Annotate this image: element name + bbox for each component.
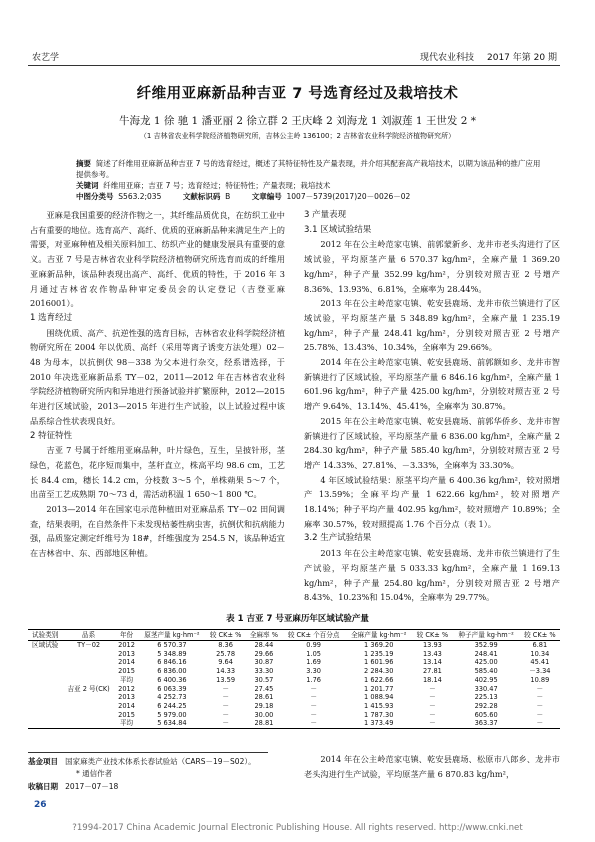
table-cell: 6 570.37 bbox=[157, 641, 187, 649]
table-cell: 352.99 bbox=[474, 641, 498, 649]
table-cell: 402.95 bbox=[474, 675, 498, 684]
regional-2013: 2013 年在公主岭范家屯镇、乾安县鹿场、龙井市依兰镇进行了区域试验，平均原茎产量 5 348.89 kg/hm²，全麻产量 1 235.19 kg/hm²，种子产量 248.41 kg/hm²，分别较对照吉亚 2 号增产 25.78%、13.43%、10.34%，全麻率为 29.66%。 bbox=[304, 298, 560, 353]
table-cell: 30.00 bbox=[254, 710, 274, 719]
table-cell: － bbox=[536, 693, 544, 702]
table-cell: － bbox=[536, 684, 544, 693]
table-cell: 6 063.39 bbox=[157, 684, 187, 693]
table-cell: － bbox=[222, 701, 229, 710]
table-cell: 30.57 bbox=[254, 675, 274, 684]
table-cell: － bbox=[310, 684, 317, 693]
table-cell: － bbox=[429, 710, 436, 719]
table-cell: － bbox=[310, 710, 317, 719]
table-cell bbox=[62, 711, 114, 720]
table-cell: － bbox=[222, 693, 229, 702]
table-cell bbox=[62, 667, 114, 676]
section-label: 农艺学 bbox=[32, 53, 60, 63]
field-survey-paragraph: 2013—2014 年在国家屯示范种植田对亚麻品系 TY－02 田间调查，结果表明，在自然条件下未发现枯萎性病虫害，抗倒伏和抗病能力强，品质鉴定测定纤维号为 18#，纤维强度为 254.5 N，该品种适宜在吉林省中、东、西部地区种植。 bbox=[30, 504, 285, 559]
heading-regional-trial: 3.1 区域试验结果 bbox=[304, 224, 372, 235]
table-cell: 585.40 bbox=[474, 667, 498, 676]
table-cell: － bbox=[310, 701, 317, 710]
table-row bbox=[28, 685, 560, 694]
table-cell: － bbox=[206, 719, 246, 728]
right-column bbox=[304, 208, 560, 605]
table-cell: 28.81 bbox=[246, 719, 282, 728]
doc-code-label: 文献标识码 bbox=[182, 192, 221, 201]
table-cell: 27.81 bbox=[422, 667, 442, 676]
table-cell bbox=[62, 693, 114, 702]
table-cell: 27.45 bbox=[254, 684, 274, 693]
intro-paragraph: 亚麻是我国重要的经济作物之一，其纤维品质优良，在纺织工业中占有重要的地位。选育高产、高纤、优质的亚麻新品种来满足生产上的需要，对亚麻种植及相关原料加工、纺织产业的健康发展具有重要的意义。吉亚 7 号是吉林省农业科学院经济植物研究所选育而成的纤维用亚麻新品种，该品种表现出高产、高纤、优质的特性，于 2016 年 3 月通过吉林省农作物品种审定委员会的认定登记（吉登亚麻 2016001）。 bbox=[30, 210, 285, 309]
table-cell: 2012 bbox=[118, 684, 135, 693]
table-cell: 2014 bbox=[118, 658, 135, 667]
table-header-cell: 较 CK± % bbox=[520, 630, 560, 641]
received-date bbox=[28, 781, 118, 792]
affiliation: （1 吉林省农业科学院经济植物研究所，吉林公主岭 136100；2 吉林省农业科学院经济植物研究所） bbox=[139, 132, 456, 140]
table-cell: － bbox=[412, 719, 452, 728]
table-cell: 0.99 bbox=[306, 641, 321, 649]
left-column bbox=[30, 208, 285, 561]
table-row bbox=[28, 702, 560, 711]
table-caption: 表 1 吉亚 7 号亚麻历年区域试验产量 bbox=[226, 614, 369, 624]
table-cell: 6 836.00 bbox=[157, 667, 187, 676]
table-header-cell: 试验类别 bbox=[28, 630, 62, 641]
table-cell bbox=[62, 676, 114, 685]
table-row bbox=[28, 658, 560, 667]
clc-label: 中图分类号 bbox=[76, 192, 114, 201]
table-cell: － bbox=[536, 701, 544, 710]
production-2013: 2013 年在公主岭范家屯镇、乾安县鹿场、龙井市依兰镇进行了生产试验，平均原茎产量 5 033.33 kg/hm²，全麻产量 1 169.13 kg/hm²，种子产量 254.80 kg/hm²，分别较对照吉亚 2 号增产 8.43%、10.23%和 15.04%，全麻率为 29.77%。 bbox=[304, 548, 560, 603]
table-cell: 6 244.25 bbox=[157, 701, 187, 710]
table-cell: － bbox=[429, 701, 436, 710]
table-header-cell: 年份 bbox=[115, 630, 139, 641]
breeding-paragraph: 围绕优质、高产、抗逆性强的选育目标，吉林省农业科学院经济植物研究所在 2004 年以优质、高纤（采用等离子诱变方法处理）02－48 为母本，以抗倒伏 98－338 为父本进行杂交，经系谱选择，于 2010 年决选亚麻新品系 TY－02，2011—2012 年在吉林省农业科学院经济植物研究所内和异地进行预备试验并扩繁原种，2012—2015 年进行区域试验，2013—2015 年进行生产试验，以上试验过程中该品系综合性状表现良好。 bbox=[30, 327, 285, 426]
table-header-cell: 较 CK± % bbox=[412, 630, 452, 641]
received-value: 2017－07－18 bbox=[65, 782, 119, 791]
heading-characteristics: 2 特征特性 bbox=[30, 430, 73, 441]
table-cell: 2013 bbox=[118, 649, 135, 658]
table-cell: TY－02 bbox=[77, 641, 101, 649]
fund-label: 基金项目 bbox=[28, 757, 58, 766]
table-cell: 18.14 bbox=[422, 675, 442, 684]
production-2014: 2014 年在公主岭范家屯镇、乾安县鹿场、松原市八郎乡、龙井市老头沟进行生产试验，平均原茎产量 6 870.83 kg/hm²， bbox=[304, 754, 560, 779]
table-cell: 1 373.49 bbox=[345, 719, 412, 728]
regional-2014: 2014 年在公主岭范家屯镇、乾安县鹿场、前郭额如乡、龙井市智新镇进行了区域试验，平均原茎产量 6 846.16 kg/hm²，全麻产量 1 601.96 kg/hm²，种子产量 425.00 kg/hm²，分别较对照吉亚 2 号增产 9.64%、13.14%、45.41%，全麻率为 30.87%。 bbox=[304, 357, 560, 412]
table-cell: 13.43 bbox=[422, 649, 442, 658]
table-row bbox=[28, 676, 560, 685]
table-cell bbox=[62, 650, 114, 659]
received-label: 收稿日期 bbox=[28, 782, 58, 791]
table-cell: 1 622.66 bbox=[364, 675, 394, 684]
table-cell: 2014 bbox=[118, 701, 135, 710]
table-cell: 605.60 bbox=[474, 710, 498, 719]
table-header-cell: 品系 bbox=[62, 630, 114, 641]
table-cell: 1 369.20 bbox=[364, 641, 394, 649]
table-row bbox=[28, 650, 560, 659]
table-cell: 1 787.30 bbox=[364, 710, 394, 719]
table-cell: － bbox=[429, 684, 436, 693]
heading-production-trial: 3.2 生产试验结果 bbox=[304, 533, 372, 544]
table-cell: 5 348.89 bbox=[157, 649, 187, 658]
table-header-cell: 较 CK± 个百分点 bbox=[282, 630, 345, 641]
table-cell: － bbox=[282, 719, 345, 728]
doc-code-value: B bbox=[225, 192, 231, 201]
table-cell: 吉亚 2 号(CK) bbox=[67, 684, 110, 693]
table-cell: 5 979.00 bbox=[157, 710, 187, 719]
article-id-value: 1007－5739(2017)20－0026－02 bbox=[286, 192, 411, 201]
table-cell: 25.78 bbox=[216, 649, 236, 658]
table-cell bbox=[28, 676, 62, 685]
table-cell: 3.30 bbox=[306, 667, 321, 676]
regional-2012: 2012 年在公主岭范家屯镇、前郭蒙新乡、龙井市老头沟进行了区域试验，平均原茎产量 6 570.37 kg/hm²，全麻产量 1 369.20 kg/hm²，种子产量 352.99 kg/hm²，分别较对照吉亚 2 号增产 8.36%、13.93%、6.81%，全麻率为 28.44%。 bbox=[304, 239, 560, 294]
table-cell: 13.93 bbox=[422, 641, 442, 649]
table-cell: 2012 bbox=[118, 641, 135, 649]
table-cell: 14.33 bbox=[216, 667, 236, 676]
table-cell: 1 235.19 bbox=[364, 649, 394, 658]
table-header-row bbox=[28, 630, 560, 641]
table-cell bbox=[62, 702, 114, 711]
table-cell: － bbox=[222, 710, 229, 719]
author-list: 牛海龙 1 徐 驰 1 潘亚丽 2 徐立群 2 王庆峰 2 刘海龙 1 刘淑莲 1 王世发 2 * bbox=[119, 115, 476, 127]
table-cell bbox=[28, 719, 62, 728]
right-bottom-paragraph bbox=[304, 752, 560, 781]
table-cell: 425.00 bbox=[474, 658, 498, 667]
table-cell: 1.76 bbox=[306, 675, 321, 684]
heading-breeding: 1 选育经过 bbox=[30, 312, 73, 323]
table-cell: －3.34 bbox=[529, 667, 551, 676]
fund-note bbox=[28, 756, 256, 767]
table-cell: 2 284.30 bbox=[364, 667, 394, 676]
header-rule bbox=[28, 65, 560, 66]
table-cell: 30.87 bbox=[254, 658, 274, 667]
table-cell bbox=[62, 719, 114, 728]
article-title: 纤维用亚麻新品种吉亚 7 号选育经过及栽培技术 bbox=[136, 86, 459, 102]
classification-line bbox=[76, 191, 546, 202]
table-row bbox=[28, 711, 560, 720]
table-cell: 8.36 bbox=[218, 641, 233, 649]
footnote-rule bbox=[28, 752, 268, 753]
table-cell: 2013 bbox=[118, 693, 135, 702]
table-cell bbox=[28, 702, 62, 711]
table-cell: － bbox=[536, 710, 544, 719]
table-cell: 10.89 bbox=[530, 675, 550, 684]
table-cell: 2015 bbox=[118, 710, 135, 719]
table-cell: 28.44 bbox=[254, 641, 274, 649]
table-row bbox=[28, 641, 560, 650]
fund-text: 国家麻类产业技术体系长春试验站（CARS－19－S02）。 bbox=[65, 757, 256, 766]
table-cell: 区域试验 bbox=[32, 641, 59, 649]
table-cell: 13.14 bbox=[422, 658, 442, 667]
journal-name: 现代农业科技 bbox=[420, 53, 475, 63]
table-header-cell: 全麻产量 kg·hm⁻² bbox=[345, 630, 412, 641]
table-cell: 5 634.84 bbox=[138, 719, 205, 728]
table-cell: 1 601.96 bbox=[364, 658, 394, 667]
issue-label: 2017 年第 20 期 bbox=[487, 53, 557, 63]
table-cell: 2015 bbox=[118, 667, 135, 676]
abstract bbox=[76, 158, 546, 180]
table-cell: 13.59 bbox=[216, 675, 236, 684]
table-cell: 330.47 bbox=[474, 684, 498, 693]
table-cell: 10.34 bbox=[530, 649, 550, 658]
abstract-label: 摘要 bbox=[76, 159, 91, 168]
table-cell: 1 415.93 bbox=[364, 701, 394, 710]
table-cell: 29.18 bbox=[254, 701, 274, 710]
table-cell: 225.13 bbox=[474, 693, 498, 702]
table-cell: － bbox=[429, 693, 436, 702]
table-cell: 1.05 bbox=[306, 649, 321, 658]
table-cell: 1 201.77 bbox=[364, 684, 394, 693]
table-cell: 1.69 bbox=[306, 658, 321, 667]
table-cell: 363.37 bbox=[453, 719, 520, 728]
table-row bbox=[28, 693, 560, 702]
table-cell: 292.28 bbox=[474, 701, 498, 710]
page-number: 26 bbox=[34, 800, 47, 810]
table-cell bbox=[28, 667, 62, 676]
table-cell: 平均 bbox=[115, 719, 139, 728]
article-id-label: 文章编号 bbox=[251, 192, 282, 201]
table-cell: 6 400.36 bbox=[157, 675, 187, 684]
table-cell: 4 252.73 bbox=[157, 693, 187, 702]
keywords-text: 纤维用亚麻；吉亚 7 号；选育经过；特征特性；产量表现；栽培技术 bbox=[103, 181, 331, 190]
table-row bbox=[28, 719, 560, 728]
corresponding-author-note: * 通信作者 bbox=[76, 769, 113, 778]
table-cell: － bbox=[520, 719, 560, 728]
table-cell: 平均 bbox=[119, 675, 134, 684]
table-cell: 1 088.94 bbox=[364, 693, 394, 702]
table-header-cell: 种子产量 kg·hm⁻² bbox=[453, 630, 520, 641]
table-cell: 9.64 bbox=[218, 658, 233, 667]
table-cell: 45.41 bbox=[530, 658, 550, 667]
table-cell: － bbox=[310, 693, 317, 702]
table-cell: － bbox=[222, 684, 229, 693]
abstract-text: 简述了纤维用亚麻新品种吉亚 7 号的选育经过，概述了其特征特性及产量表现，并介绍其配套高产栽培技术，以期为该品种的推广应用提供参考。 bbox=[76, 159, 541, 179]
table-cell bbox=[28, 711, 62, 720]
table-cell: 6.81 bbox=[532, 641, 548, 649]
regional-2015: 2015 年在公主岭范家屯镇、乾安县鹿场、前郭华侨乡、龙井市智新镇进行了区域试验，平均原茎产量 6 836.00 kg/hm²，全麻产量 2 284.30 kg/hm²，种子产量 585.40 kg/hm²，分别较对照吉亚 2 号增产 14.33%、27.81%、－3.33%，全麻率为 33.30%。 bbox=[304, 415, 560, 470]
clc-value: S563.2;035 bbox=[118, 192, 162, 201]
table-cell bbox=[62, 658, 114, 667]
table-cell: 29.66 bbox=[254, 649, 274, 658]
table-cell: 28.61 bbox=[254, 693, 274, 702]
table-cell bbox=[28, 650, 62, 659]
table-header-cell: 全麻率 % bbox=[246, 630, 282, 641]
copyright-line: ?1994-2017 China Academic Journal Electronic Publishing House. All rights reserved. http://www.cnki.net bbox=[72, 823, 523, 833]
table-cell bbox=[28, 658, 62, 667]
keywords-label: 关键词 bbox=[76, 181, 99, 190]
keywords bbox=[76, 180, 546, 191]
table-header-cell: 较 CK± % bbox=[206, 630, 246, 641]
table-row bbox=[28, 667, 560, 676]
table-cell: 33.30 bbox=[254, 667, 274, 676]
table-cell: 6 846.16 bbox=[157, 658, 187, 667]
table-cell: 248.41 bbox=[474, 649, 498, 658]
table-cell bbox=[28, 693, 62, 702]
yield-table bbox=[28, 629, 560, 729]
table-cell bbox=[28, 685, 62, 694]
characteristics-paragraph: 吉亚 7 号属于纤维用亚麻品种，叶片绿色，互生，呈披针形，茎绿色，花蓝色，花序短而集中，茎秆直立，株高平均 98.6 cm，工艺长 84.4 cm，穗长 14.2 cm，分枝数 3～5 个，单株蒴果 5～7 个，出苗至工艺成熟期 70～73 d，需活动积温 1 650～1 800 ℃。 bbox=[30, 445, 285, 500]
regional-summary: 4 年区域试验结果：原茎平均产量 6 400.36 kg/hm²，较对照增产 13.59%；全麻平均产量 1 622.66 kg/hm²，较对照增产 18.14%；种子平均产量 402.95 kg/hm²，较对照增产 10.89%；全麻率 30.57%，较对照提高 1.76 个百分点（表 1）。 bbox=[304, 474, 560, 529]
heading-yield: 3 产量表现 bbox=[304, 210, 347, 220]
table-header-cell: 原茎产量 kg·hm⁻² bbox=[138, 630, 205, 641]
